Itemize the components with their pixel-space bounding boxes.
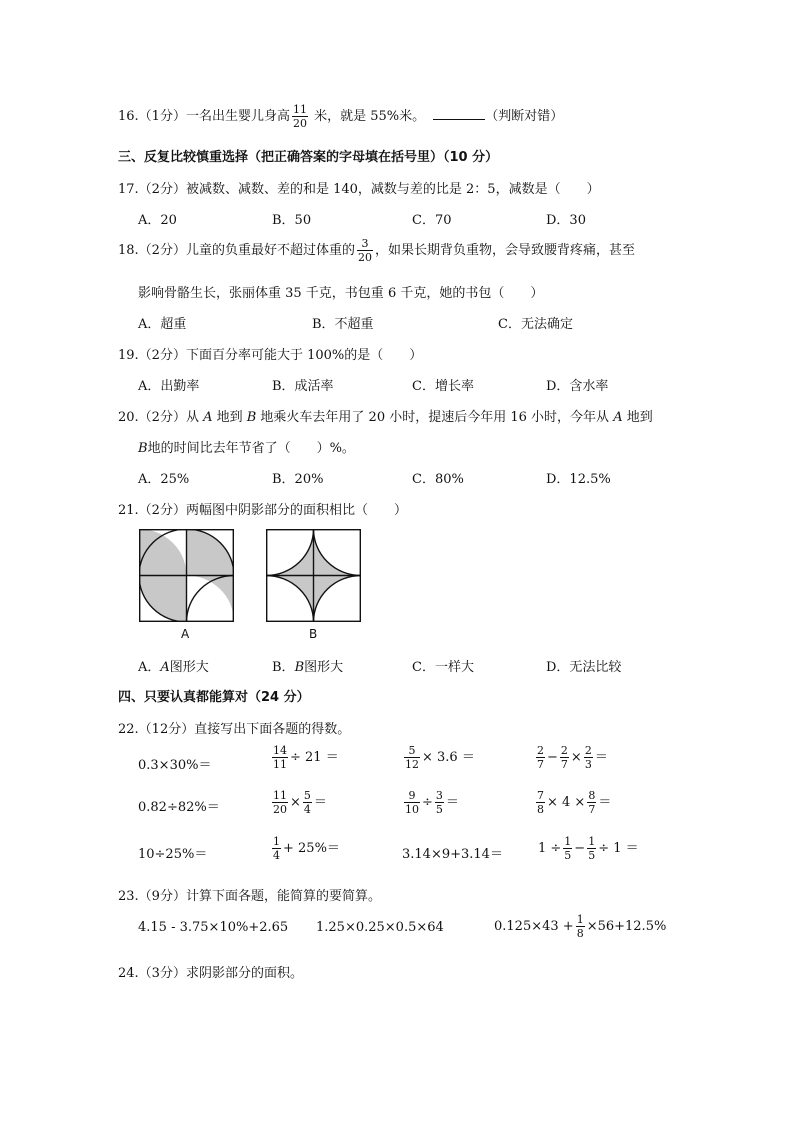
calc-item: $\frac{2}{7}$ − $\frac{2}{7}$ × $\frac{2}{3}$ ＝ xyxy=(537,744,608,771)
question-20-line2: B地的时间比去年节省了（ ）%。 xyxy=(138,441,355,456)
option[interactable]: D．无法比较 xyxy=(546,660,622,675)
fraction: $\frac{11}{20}$ xyxy=(292,103,307,130)
calc-item: $\frac{5}{12}$ × 3.6 ＝ xyxy=(405,744,475,771)
section-title: 四、只要认真都能算对（24 分） xyxy=(118,690,310,705)
question-21: 21.（2分）两幅图中阴影部分的面积相比（ ） xyxy=(118,503,407,518)
option[interactable]: C．80% xyxy=(412,472,464,487)
calc-item: $\frac{7}{8}$ × 4 × $\frac{8}{7}$ ＝ xyxy=(537,789,612,816)
question-19: 19.（2分）下面百分率可能大于 100%的是（ ） xyxy=(118,348,423,363)
option[interactable]: B．50 xyxy=(272,213,312,228)
shaded-region-3 xyxy=(139,576,187,623)
question-22: 22.（12分）直接写出下面各题的得数。 xyxy=(118,722,351,737)
option[interactable]: C．70 xyxy=(412,213,452,228)
option[interactable]: A．出勤率 xyxy=(138,379,200,394)
option[interactable]: D．12.5% xyxy=(546,472,611,487)
calc-item: 1 ÷ $\frac{1}{5}$ − $\frac{1}{5}$ ÷ 1 ＝ xyxy=(538,835,639,862)
question-16: 16.（1分）一名出生婴儿身高 $\frac{11}{20}$ 米，就是 55%米。 （判断对错） xyxy=(118,103,564,130)
answer-blank[interactable] xyxy=(433,107,485,120)
option[interactable]: A．A图形大 xyxy=(138,660,209,675)
calc-item: 10÷25%＝ xyxy=(138,847,208,862)
question-20: 20.（2分）从 A 地到 B 地乘火车去年用了 20 小时，提速后今年用 16 小时，今年从 A 地到 xyxy=(118,410,653,425)
question-18: 18.（2分）儿童的负重最好不超过体重的 $\frac{3}{20}$ ，如果长期背负重物，会导致腰背疼痛，甚至 xyxy=(118,237,635,264)
figure-b xyxy=(266,529,361,622)
calc-item: 0.3×30%＝ xyxy=(138,758,212,773)
calc-item: 0.82÷82%＝ xyxy=(138,800,220,815)
question-18-line2: 影响骨骼生长，张丽体重 35 千克，书包重 6 千克，她的书包（ ） xyxy=(138,286,544,301)
calc-item: 0.125×43 + $\frac{1}{8}$ ×56+12.5% xyxy=(494,913,667,940)
shaded-region-1 xyxy=(187,529,235,576)
option[interactable]: B．成活率 xyxy=(272,379,334,394)
question-23: 23.（9分）计算下面各题，能简算的要简算。 xyxy=(118,889,381,904)
option[interactable]: D．30 xyxy=(546,213,586,228)
option[interactable]: A．20 xyxy=(138,213,177,228)
option[interactable]: C．一样大 xyxy=(412,660,474,675)
calc-item: 4.15 - 3.75×10%+2.65 xyxy=(138,920,289,935)
option[interactable]: B．B图形大 xyxy=(272,660,344,675)
fraction: $\frac{3}{20}$ xyxy=(357,237,372,264)
option[interactable]: C．无法确定 xyxy=(498,317,573,332)
option[interactable]: A．25% xyxy=(138,472,190,487)
figure-a-label: A xyxy=(181,627,190,641)
calc-item: $\frac{14}{11}$ ÷ 21 ＝ xyxy=(273,744,339,771)
question-17: 17.（2分）被减数、减数、差的和是 140，减数与差的比是 2：5，减数是（ ） xyxy=(118,182,600,197)
option[interactable]: C．增长率 xyxy=(412,379,474,394)
option[interactable]: D．含水率 xyxy=(546,379,609,394)
option[interactable]: B．不超重 xyxy=(312,317,374,332)
figure-a xyxy=(139,529,234,622)
section-title: 三、反复比较慎重选择（把正确答案的字母填在括号里）（10 分） xyxy=(118,150,499,165)
calc-item: $\frac{1}{4}$ + 25%＝ xyxy=(273,835,340,862)
calc-item: 3.14×9+3.14＝ xyxy=(402,847,503,862)
calc-item: $\frac{11}{20}$ × $\frac{5}{4}$ ＝ xyxy=(273,789,327,816)
option[interactable]: A．超重 xyxy=(138,317,187,332)
question-24: 24.（3分）求阴影部分的面积。 xyxy=(118,966,303,981)
figure-b-label: B xyxy=(309,627,318,641)
calc-item: 1.25×0.25×0.5×64 xyxy=(316,920,444,935)
option[interactable]: B．20% xyxy=(272,472,324,487)
calc-item: $\frac{9}{10}$ ÷ $\frac{3}{5}$ ＝ xyxy=(405,789,459,816)
